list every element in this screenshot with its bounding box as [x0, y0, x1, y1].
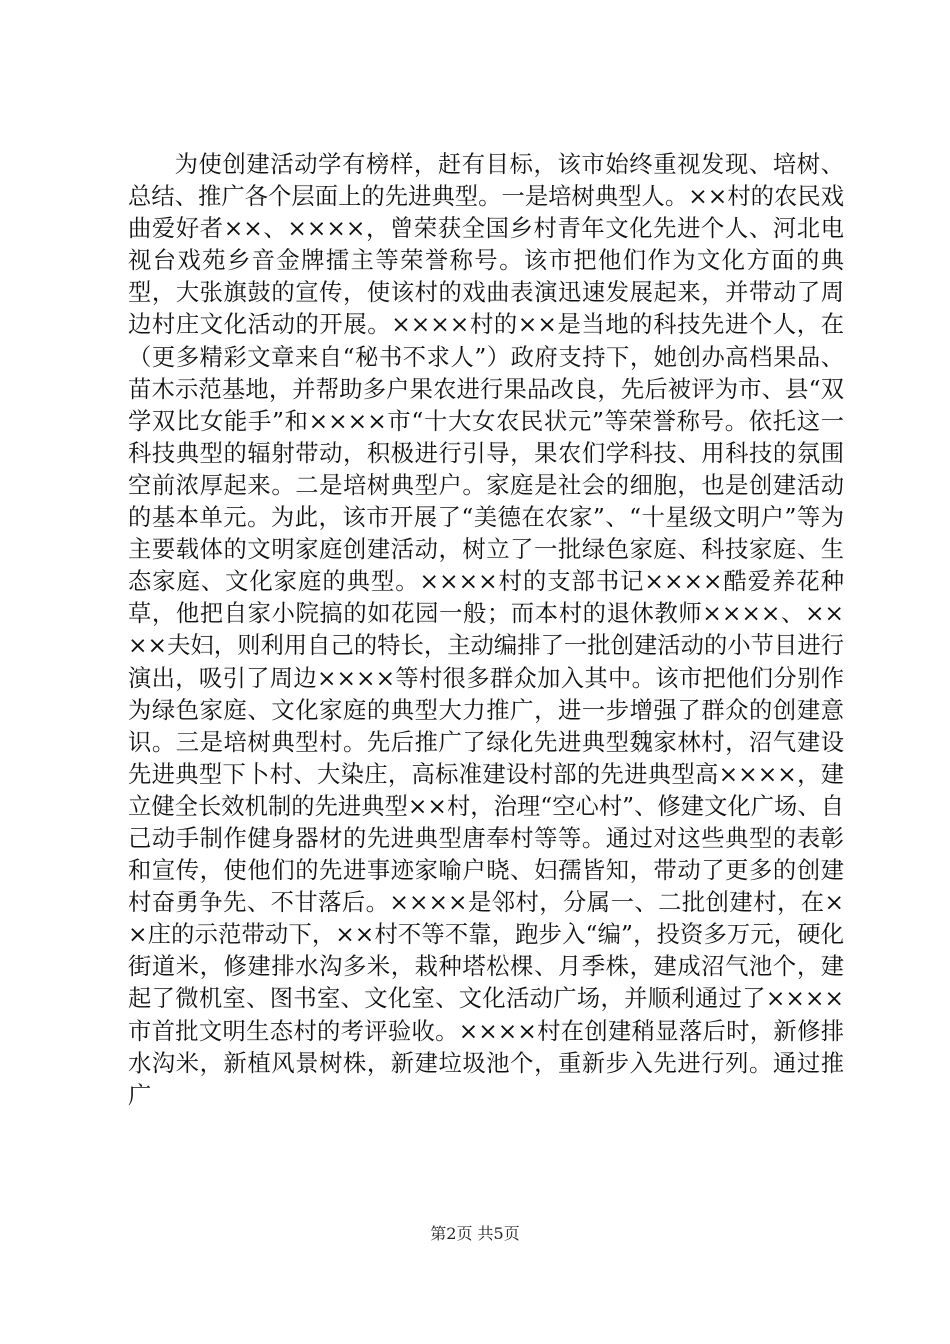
- body-paragraph: 为使创建活动学有榜样，赶有目标，该市始终重视发现、培树、总结、推广各个层面上的先进典型。一是培树典型人。××村的农民戏曲爱好者××、××××，曾荣获全国乡村青年文化先进个人、河北电视台戏苑乡音金牌擂主等荣誉称号。该市把他们作为文化方面的典型，大张旗鼓的宣传，使该村的戏曲表演迅速发展起来，并带动了周边村庄文化活动的开展。××××村的××是当地的科技先进个人，在（更多精彩文章来自“秘书不求人”）政府支持下，她创办高档果品、苗木示范基地，并帮助多户果农进行果品改良，先后被评为市、县“双学双比女能手”和××××市“十大女农民状元”等荣誉称号。依托这一科技典型的辐射带动，积极进行引导，果农们学科技、用科技的氛围空前浓厚起来。二是培树典型户。家庭是社会的细胞，也是创建活动的基本单元。为此，该市开展了“美德在农家”、“十星级文明户”等为主要载体的文明家庭创建活动，树立了一批绿色家庭、科技家庭、生态家庭、文化家庭的典型。××××村的支部书记××××酷爱养花种草，他把自家小院搞的如花园一般；而本村的退休教师××××、××××夫妇，则利用自己的特长，主动编排了一批创建活动的小节目进行演出，吸引了周边××××等村很多群众加入其中。该市把他们分别作为绿色家庭、文化家庭的典型大力推广，进一步增强了群众的创建意识。三是培树典型村。先后推广了绿化先进典型魏家林村，沼气建设先进典型下卜村、大染庄，高标准建设村部的先进典型高××××，建立健全长效机制的先进典型××村，治理“空心村”、修建文化广场、自己动手制作健身器材的先进典型唐奉村等等。通过对这些典型的表彰和宣传，使他们的先进事迹家喻户晓、妇孺皆知，带动了更多的创建村奋勇争先、不甘落后。××××是邻村，分属一、二批创建村，在××庄的示范带动下，××村不等不靠，跑步入“编”，投资多万元，硬化街道米，修建排水沟多米，栽种塔松棵、月季株，建成沼气池个，建起了微机室、图书室、文化室、文化活动广场，并顺利通过了××××市首批文明生态村的考评验收。××××村在创建稍显落后时，新修排水沟米，新植风景树株，新建垃圾池个，重新步入先进行列。通过推广: [128, 151, 844, 1109]
- page-number-footer: 第2页 共5页: [430, 1224, 520, 1243]
